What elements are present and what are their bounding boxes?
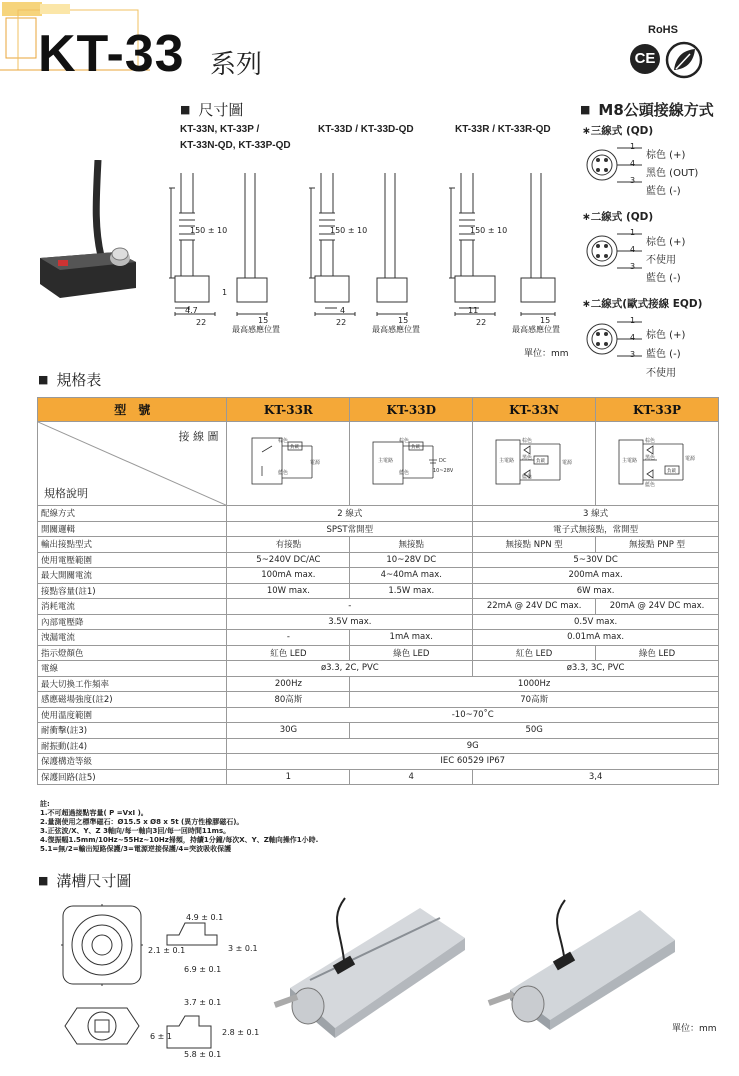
table-row: [38, 537, 719, 553]
circuit-r-power: 電源: [310, 460, 321, 466]
table-row: [38, 614, 719, 630]
row-label: 耐振動(註4): [38, 738, 227, 754]
cell: 0.5V max.: [473, 614, 719, 630]
model-header-d: KT-33D: [350, 398, 473, 422]
page-title: KT-33: [38, 25, 185, 83]
dim-pos-3: 最高感應位置: [512, 325, 560, 334]
model-header-n: KT-33N: [473, 398, 596, 422]
circuit-r-load: 負載: [290, 445, 300, 450]
m8-b3-p3-num: 3: [630, 350, 636, 359]
cell: 5~30V DC: [473, 552, 719, 568]
circuit-d-load: 負載: [411, 445, 421, 450]
dim-len-2: 150 ± 10: [330, 226, 368, 235]
note-1: 1.不可超過接點容量( P =VxI )。: [40, 809, 148, 817]
m8-block3-title: ∗二線式(歐式接線 EQD): [582, 298, 703, 310]
wiring-diagram-r: [227, 422, 350, 506]
groove-section-title: ■ 溝槽尺寸圖: [38, 870, 131, 891]
circuit-n-main: 主電路: [499, 458, 515, 464]
m8-b2-p3-text: 藍色 (-): [646, 273, 681, 284]
circuit-p-black: 黑色: [645, 455, 656, 461]
table-row: [38, 676, 719, 692]
cell: 有接點: [227, 537, 350, 553]
table-row: [38, 769, 719, 785]
notes: [40, 800, 318, 854]
cell: 20mA @ 24V DC max.: [596, 599, 719, 615]
model-header-p: KT-33P: [596, 398, 719, 422]
row-label: 保護構造等級: [38, 754, 227, 770]
cell: 3.5V max.: [227, 614, 473, 630]
cell: IEC 60529 IP67: [227, 754, 719, 770]
circuit-icon-n: [492, 432, 576, 492]
m8-b2-p1-num: 1: [630, 228, 636, 237]
table-row: [38, 692, 719, 708]
row-label: 保護回路(註5): [38, 769, 227, 785]
cell: 紅色 LED: [473, 645, 596, 661]
groove-d1: 4.9 ± 0.1: [186, 913, 224, 922]
m8-b2-p2-text: 不使用: [646, 255, 676, 266]
cell: 電子式無接點，常開型: [473, 521, 719, 537]
circuit-n-power: 電源: [562, 460, 573, 466]
groove-d2: 2.1 ± 0.1: [148, 946, 186, 955]
cylinder-photo-2: [480, 880, 680, 1040]
ce-mark-icon: CE: [630, 44, 660, 74]
dim-w11: 11: [468, 306, 479, 315]
m8-block1-title: ∗三線式 (QD): [582, 125, 654, 137]
cell: -10~70˚C: [227, 707, 719, 723]
desc-label: 規格說明: [44, 487, 88, 500]
cell: 1.5W max.: [350, 583, 473, 599]
dim-w22-3: 22: [476, 318, 487, 327]
row-label: 接點容量(註1): [38, 583, 227, 599]
spec-section-title: ■ 規格表: [38, 369, 101, 390]
table-row: [38, 754, 719, 770]
row-label: 開關邏輯: [38, 521, 227, 537]
circuit-icon-d: [369, 432, 453, 492]
circuit-d-brown: 棕色: [399, 438, 410, 444]
m8-b3-p1-text: 棕色 (+): [646, 330, 686, 341]
groove-d8: 5.8 ± 0.1: [184, 1050, 222, 1059]
table-row: [38, 630, 719, 646]
m8-b1-p3-text: 藍色 (-): [646, 186, 681, 197]
cell: ø3.3, 2C, PVC: [227, 661, 473, 677]
cell: 22mA @ 24V DC max.: [473, 599, 596, 615]
cell: 70高斯: [350, 692, 719, 708]
table-row: [38, 521, 719, 537]
row-label: 輸出接點型式: [38, 537, 227, 553]
row-label: 最大開關電流: [38, 568, 227, 584]
cell: ø3.3, 3C, PVC: [473, 661, 719, 677]
cell: 紅色 LED: [227, 645, 350, 661]
cell: 50G: [350, 723, 719, 739]
wiring-desc-cell: [38, 422, 227, 506]
cell: 1mA max.: [350, 630, 473, 646]
cell: 5~240V DC/AC: [227, 552, 350, 568]
dim-w15-1: 15: [258, 316, 269, 325]
groove-d4: 6.9 ± 0.1: [184, 965, 222, 974]
row-label: 最大切換工作頻率: [38, 676, 227, 692]
circuit-d-blue: 藍色: [399, 470, 410, 476]
cell: 4~40mA max.: [350, 568, 473, 584]
cell: 200Hz: [227, 676, 350, 692]
circuit-icon-r: [248, 432, 328, 492]
dim-pos-1: 最高感應位置: [232, 325, 280, 334]
dim-w4: 4: [340, 306, 346, 315]
note-4: 4.復振幅1.5mm/10Hz~55Hz~10Hz掃頻，持續1分鐘/每次X、Y、Z軸向操作1小時.: [40, 836, 319, 844]
dims-col1-line2: KT-33N-QD, KT-33P-QD: [180, 140, 291, 151]
cell: 綠色 LED: [350, 645, 473, 661]
cell: 9G: [227, 738, 719, 754]
rohs-label: RoHS: [648, 24, 678, 36]
cell: 無接點 PNP 型: [596, 537, 719, 553]
cell: 無接點: [350, 537, 473, 553]
table-row: [38, 568, 719, 584]
m8-section-title: ■ M8公頭接線方式: [580, 99, 714, 120]
groove-unit: 單位：mm: [672, 1024, 717, 1034]
cell: 無接點 NPN 型: [473, 537, 596, 553]
row-label: 使用電壓範圍: [38, 552, 227, 568]
cylinder-photo-1: [270, 888, 470, 1048]
dim-w4-7: 4.7: [185, 306, 198, 315]
circuit-n-blue: 藍色: [522, 474, 533, 480]
m8-block2-title: ∗二線式 (QD): [582, 211, 654, 223]
cell: 3,4: [473, 769, 719, 785]
table-row: [38, 645, 719, 661]
dims-col3-label: KT-33R / KT-33R-QD: [455, 124, 551, 135]
dim-pos-2: 最高感應位置: [372, 325, 420, 334]
cell: 200mA max.: [473, 568, 719, 584]
table-row: [38, 661, 719, 677]
note-5: 5.1=無/2=輸出短路保護/3=電源逆接保護/4=突波吸收保護: [40, 845, 232, 853]
table-row: [38, 583, 719, 599]
circuit-icon-p: [615, 432, 699, 492]
dims-section-title: ■ 尺寸圖: [180, 99, 243, 120]
table-row: [38, 738, 719, 754]
row-label: 電線: [38, 661, 227, 677]
m8-b2-p1-text: 棕色 (+): [646, 237, 686, 248]
wiring-diagram-p: [596, 422, 719, 506]
m8-b3-p2-text: 藍色 (-): [646, 349, 681, 360]
row-label: 洩漏電流: [38, 630, 227, 646]
cell: 1: [227, 769, 350, 785]
cell: 30G: [227, 723, 350, 739]
circuit-p-load: 負載: [667, 469, 677, 474]
wiring-label: 接 線 圖: [178, 430, 219, 443]
dim-w22-1: 22: [196, 318, 207, 327]
m8-b3-p3-text: 不使用: [646, 368, 676, 379]
circuit-n-brown: 棕色: [522, 438, 533, 444]
dims-unit: 單位：mm: [524, 349, 569, 359]
groove-d5: 3.7 ± 0.1: [184, 998, 222, 1007]
table-row: [38, 599, 719, 615]
cell: 2 線式: [227, 506, 473, 522]
m8-b2-p2-num: 4: [630, 245, 636, 254]
model-header-r: KT-33R: [227, 398, 350, 422]
circuit-d-dcv: 10~28V: [433, 468, 454, 474]
table-row: [38, 552, 719, 568]
dim-w15-2: 15: [398, 316, 409, 325]
product-photo: [36, 160, 146, 310]
dim-w15-3: 15: [540, 316, 551, 325]
row-label: 感應磁場強度(註2): [38, 692, 227, 708]
page-subtitle: 系列: [210, 50, 263, 80]
dim-len-1: 150 ± 10: [190, 226, 228, 235]
wiring-diagram-d: [350, 422, 473, 506]
row-label: 內部電壓降: [38, 614, 227, 630]
circuit-n-black: 黑色: [522, 455, 533, 461]
cell: SPST常開型: [227, 521, 473, 537]
groove-d6: 6 ± 1: [150, 1032, 172, 1041]
cell: 80高斯: [227, 692, 350, 708]
cell: 4: [350, 769, 473, 785]
groove-d7: 2.8 ± 0.1: [222, 1028, 260, 1037]
cell: -: [227, 630, 350, 646]
m8-b2-p3-num: 3: [630, 262, 636, 271]
cell: 3 線式: [473, 506, 719, 522]
dim-w1: 1: [222, 288, 228, 297]
cell: 綠色 LED: [596, 645, 719, 661]
dimension-drawings: [165, 168, 585, 348]
row-label: 使用溫度範圍: [38, 707, 227, 723]
row-label: 消耗電流: [38, 599, 227, 615]
circuit-d-main: 主電路: [378, 458, 394, 464]
dim-w22-2: 22: [336, 318, 347, 327]
note-2: 2.量測使用之標準磁石：Ø15.5 x Ø8 x 5t (異方性橡膠磁石)。: [40, 818, 244, 826]
cell: 100mA max.: [227, 568, 350, 584]
cell: 1000Hz: [350, 676, 719, 692]
dims-col1-line1: KT-33N, KT-33P /: [180, 124, 260, 135]
wiring-diagram-n: [473, 422, 596, 506]
rohs-leaf-icon: [664, 40, 704, 80]
m8-b1-p3-num: 3: [630, 176, 636, 185]
row-label: 指示燈顏色: [38, 645, 227, 661]
dim-len-3: 150 ± 10: [470, 226, 508, 235]
m8-b3-p2-num: 4: [630, 333, 636, 342]
table-row: [38, 723, 719, 739]
m8-b1-p2-num: 4: [630, 159, 636, 168]
row-label: 耐衝擊(註3): [38, 723, 227, 739]
m8-b1-p2-text: 黑色 (OUT): [646, 168, 699, 179]
groove-d3: 3 ± 0.1: [228, 944, 258, 953]
cell: 10W max.: [227, 583, 350, 599]
table-row: [38, 506, 719, 522]
spec-col-header: 型 號: [38, 398, 227, 422]
m8-b1-p1-num: 1: [630, 142, 636, 151]
circuit-p-main: 主電路: [622, 458, 638, 464]
notes-label: 註:: [40, 800, 50, 808]
circuit-d-dc: DC: [439, 458, 447, 464]
cell: 6W max.: [473, 583, 719, 599]
table-row: [38, 707, 719, 723]
circuit-r-brown: 棕色: [278, 438, 289, 444]
m8-b1-p1-text: 棕色 (+): [646, 150, 686, 161]
cell: 0.01mA max.: [473, 630, 719, 646]
spec-table: [37, 397, 719, 785]
cell: 10~28V DC: [350, 552, 473, 568]
circuit-p-power: 電源: [685, 456, 696, 462]
circuit-r-blue: 藍色: [278, 470, 289, 476]
dims-col2-label: KT-33D / KT-33D-QD: [318, 124, 414, 135]
row-label: 配線方式: [38, 506, 227, 522]
note-3: 3.正弦波/X、Y、Z 3軸向/每一軸向3回/每一回時間11ms。: [40, 827, 231, 835]
cell: -: [227, 599, 473, 615]
circuit-n-load: 負載: [536, 459, 546, 464]
m8-b3-p1-num: 1: [630, 316, 636, 325]
circuit-p-brown: 棕色: [645, 438, 656, 444]
circuit-p-blue: 藍色: [645, 482, 656, 488]
